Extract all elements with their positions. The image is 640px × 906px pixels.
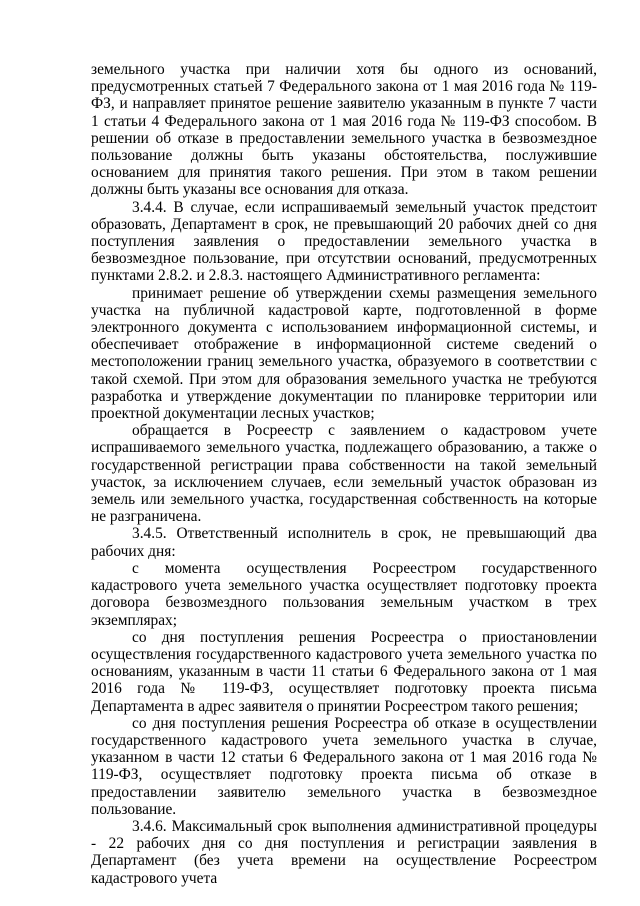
paragraph-approve-scheme: принимает решение об утверждении схемы размещения земельного участка на публичной кадастровой карте, подготовленной в форме электронного документа с использованием информационной системы, и обеспечивает отображение в информационной системе сведений о местоположении границ земельного участка, образуемого в соответствии с такой схемой. При этом для образования земельного участка не требуются разработка и утверждение документации по планировке территории или проектной документации лесных участков; (91, 284, 597, 423)
document-body (91, 61, 597, 887)
paragraph-refusal-letter: со дня поступления решения Росреестра об отказе в осуществлении государственного кадастрового учета земельного участка в случае, указанном в части 12 статьи 6 Федерального закона от 1 мая 2016 года № 119-ФЗ, осуществляет подготовку проекта письма об отказе в предоставлении заявителю земельного участка в безвозмездное пользование. (91, 714, 597, 818)
paragraph-3-4-5: 3.4.5. Ответственный исполнитель в срок, не превышающий два рабочих дня: (91, 525, 597, 560)
paragraph-3-4-4: 3.4.4. В случае, если испрашиваемый земельный участок предстоит образовать, Департамент в срок, не превышающий 20 рабочих дней со дня поступления заявления о предоставлении земельного участка в безвозмездное пользование, при отсутствии оснований, предусмотренных пунктами 2.8.2. и 2.8.3. настоящего Административного регламента: (91, 198, 597, 285)
paragraph-3-4-6: 3.4.6. Максимальный срок выполнения административной процедуры - 22 рабочих дня со дня поступления и регистрации заявления в Департамент (без учета времени на осуществление Росреестром кадастрового учета (91, 817, 597, 887)
paragraph-contract-draft: с момента осуществления Росреестром государственного кадастрового учета земельного участка осуществляет подготовку проекта договора безвозмездного пользования земельным участком в трех экземплярах; (91, 559, 597, 629)
paragraph-continuation: земельного участка при наличии хотя бы одного из оснований, предусмотренных статьей 7 Федерального закона от 1 мая 2016 года № 119-ФЗ, и направляет принятое решение заявителю указанным в пункте 7 части 1 статьи 4 Федерального закона от 1 мая 2016 года № 119-ФЗ способом. В решении об отказе в предоставлении земельного участка в безвозмездное пользование должны быть указаны обстоятельства, послужившие основанием для принятия такого решения. При этом в таком решении должны быть указаны все основания для отказа. (91, 61, 597, 199)
paragraph-apply-rosreestr: обращается в Росреестр с заявлением о кадастровом учете испрашиваемого земельного участка, подлежащего образованию, а также о государственной регистрации права собственности на такой земельный участок, за исключением случаев, если земельный участок образован из земель или земельного участка, государственная собственность на которые не разграничена. (91, 422, 597, 526)
paragraph-suspension-letter: со дня поступления решения Росреестра о приостановлении осуществления государственного кадастрового учета земельного участка по основаниям, указанным в части 11 статьи 6 Федерального закона от 1 мая 2016 года № 119-ФЗ, осуществляет подготовку проекта письма Департамента в адрес заявителя о принятии Росреестром такого решения; (91, 628, 597, 715)
